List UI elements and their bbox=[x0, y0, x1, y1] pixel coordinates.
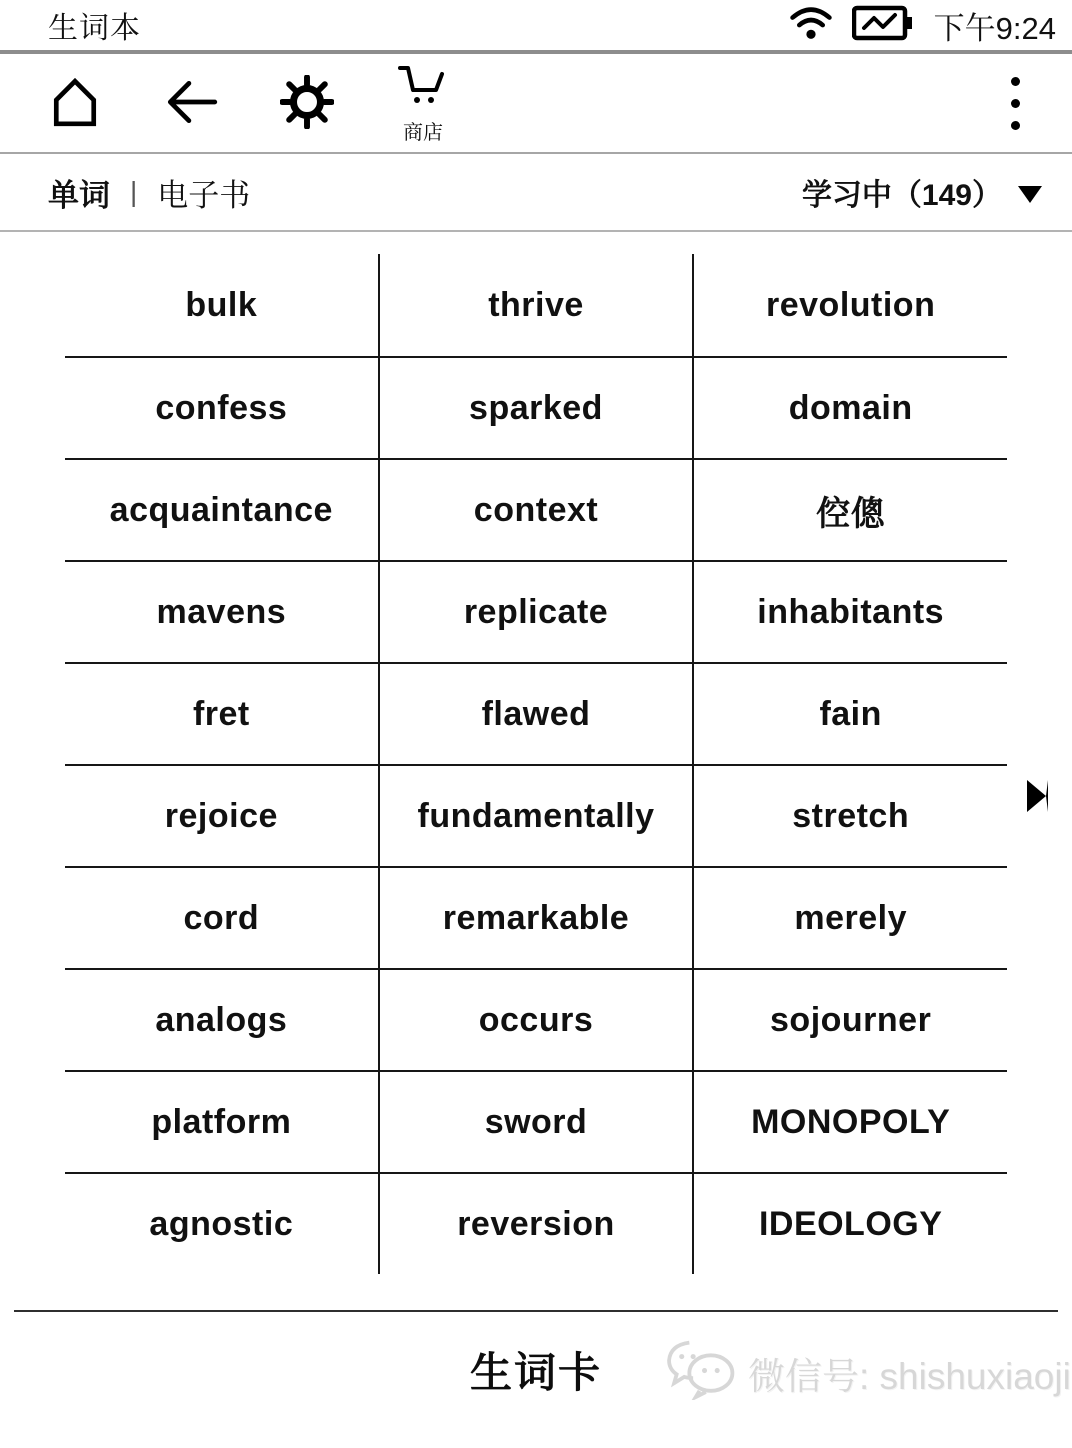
grid-row bbox=[65, 1172, 1007, 1274]
word-cell[interactable]: reversion bbox=[378, 1174, 693, 1274]
word-cell[interactable]: sparked bbox=[378, 358, 693, 458]
word-cell[interactable]: mavens bbox=[156, 592, 287, 631]
word-cell[interactable]: agnostic bbox=[149, 1204, 294, 1243]
tab-words[interactable]: 单词 bbox=[48, 177, 110, 213]
word-cell[interactable]: bulk bbox=[185, 285, 258, 324]
back-button[interactable] bbox=[162, 61, 220, 145]
word-cell[interactable]: fain bbox=[692, 664, 1007, 764]
status-bar bbox=[0, 0, 1072, 54]
word-cell[interactable]: merely bbox=[692, 868, 1007, 968]
word-cell[interactable]: inhabitants bbox=[692, 562, 1007, 662]
filter-label: 学习中（149） bbox=[801, 179, 1002, 212]
word-cell[interactable]: IDEOLOGY bbox=[692, 1174, 1007, 1274]
home-icon bbox=[49, 77, 101, 130]
word-cell[interactable]: stretch bbox=[692, 766, 1007, 866]
page-title: 生词卡 bbox=[469, 1349, 602, 1396]
word-cell[interactable]: replicate bbox=[378, 562, 693, 662]
word-grid bbox=[65, 254, 1007, 1274]
word-cell[interactable]: confess bbox=[155, 388, 288, 427]
word-cell[interactable]: occurs bbox=[378, 970, 693, 1070]
battery-charging-icon bbox=[852, 4, 914, 47]
gear-icon bbox=[280, 75, 334, 132]
store-label: 商店 bbox=[403, 121, 443, 144]
learning-filter-dropdown[interactable] bbox=[802, 170, 1042, 214]
toolbar bbox=[0, 54, 1072, 154]
grid-row bbox=[65, 764, 1007, 866]
kebab-menu-icon bbox=[1011, 77, 1020, 86]
store-button[interactable] bbox=[394, 61, 452, 145]
grid-row bbox=[65, 458, 1007, 560]
word-cell[interactable]: context bbox=[378, 460, 693, 560]
word-cell[interactable]: remarkable bbox=[378, 868, 693, 968]
home-button[interactable] bbox=[46, 61, 104, 145]
word-cell[interactable]: thrive bbox=[378, 254, 693, 356]
tab-separator: | bbox=[130, 176, 138, 207]
grid-row bbox=[65, 968, 1007, 1070]
overflow-menu-button[interactable] bbox=[1000, 61, 1030, 145]
shopping-cart-icon bbox=[396, 62, 450, 115]
watermark bbox=[664, 1336, 1071, 1409]
status-right bbox=[790, 3, 1056, 48]
grid-row bbox=[65, 356, 1007, 458]
tab-ebooks[interactable]: 电子书 bbox=[157, 177, 251, 213]
word-cell[interactable]: fundamentally bbox=[378, 766, 693, 866]
grid-row bbox=[65, 560, 1007, 662]
tab-bar bbox=[0, 154, 1072, 232]
word-cell[interactable]: revolution bbox=[692, 254, 1007, 356]
status-time: 下午9:24 bbox=[933, 10, 1056, 46]
watermark-text: 微信号: shishuxiaoji bbox=[748, 1355, 1071, 1397]
wechat-icon bbox=[664, 1336, 740, 1409]
grid-row bbox=[65, 662, 1007, 764]
settings-button[interactable] bbox=[278, 61, 336, 145]
footer bbox=[0, 1312, 1072, 1424]
wifi-icon bbox=[790, 5, 832, 46]
word-cell[interactable]: 倥傯 bbox=[692, 460, 1007, 560]
word-cell[interactable]: platform bbox=[151, 1102, 292, 1141]
grid-row bbox=[65, 1070, 1007, 1172]
word-cell[interactable]: fret bbox=[192, 694, 250, 733]
word-cell[interactable]: MONOPOLY bbox=[692, 1072, 1007, 1172]
word-cell[interactable]: rejoice bbox=[164, 796, 278, 835]
word-cell[interactable]: flawed bbox=[378, 664, 693, 764]
word-cell[interactable]: analogs bbox=[155, 1000, 288, 1039]
word-cell[interactable]: acquaintance bbox=[109, 490, 333, 529]
grid-row bbox=[65, 254, 1007, 356]
word-cell[interactable]: domain bbox=[692, 358, 1007, 458]
back-arrow-icon bbox=[163, 76, 219, 131]
word-cell[interactable]: sojourner bbox=[692, 970, 1007, 1070]
word-cell[interactable]: sword bbox=[378, 1072, 693, 1172]
next-page-arrow[interactable] bbox=[1027, 780, 1048, 812]
app-title: 生词本 bbox=[48, 12, 141, 45]
caret-down-icon bbox=[1018, 186, 1042, 203]
grid-row bbox=[65, 866, 1007, 968]
word-cell[interactable]: cord bbox=[183, 898, 260, 937]
